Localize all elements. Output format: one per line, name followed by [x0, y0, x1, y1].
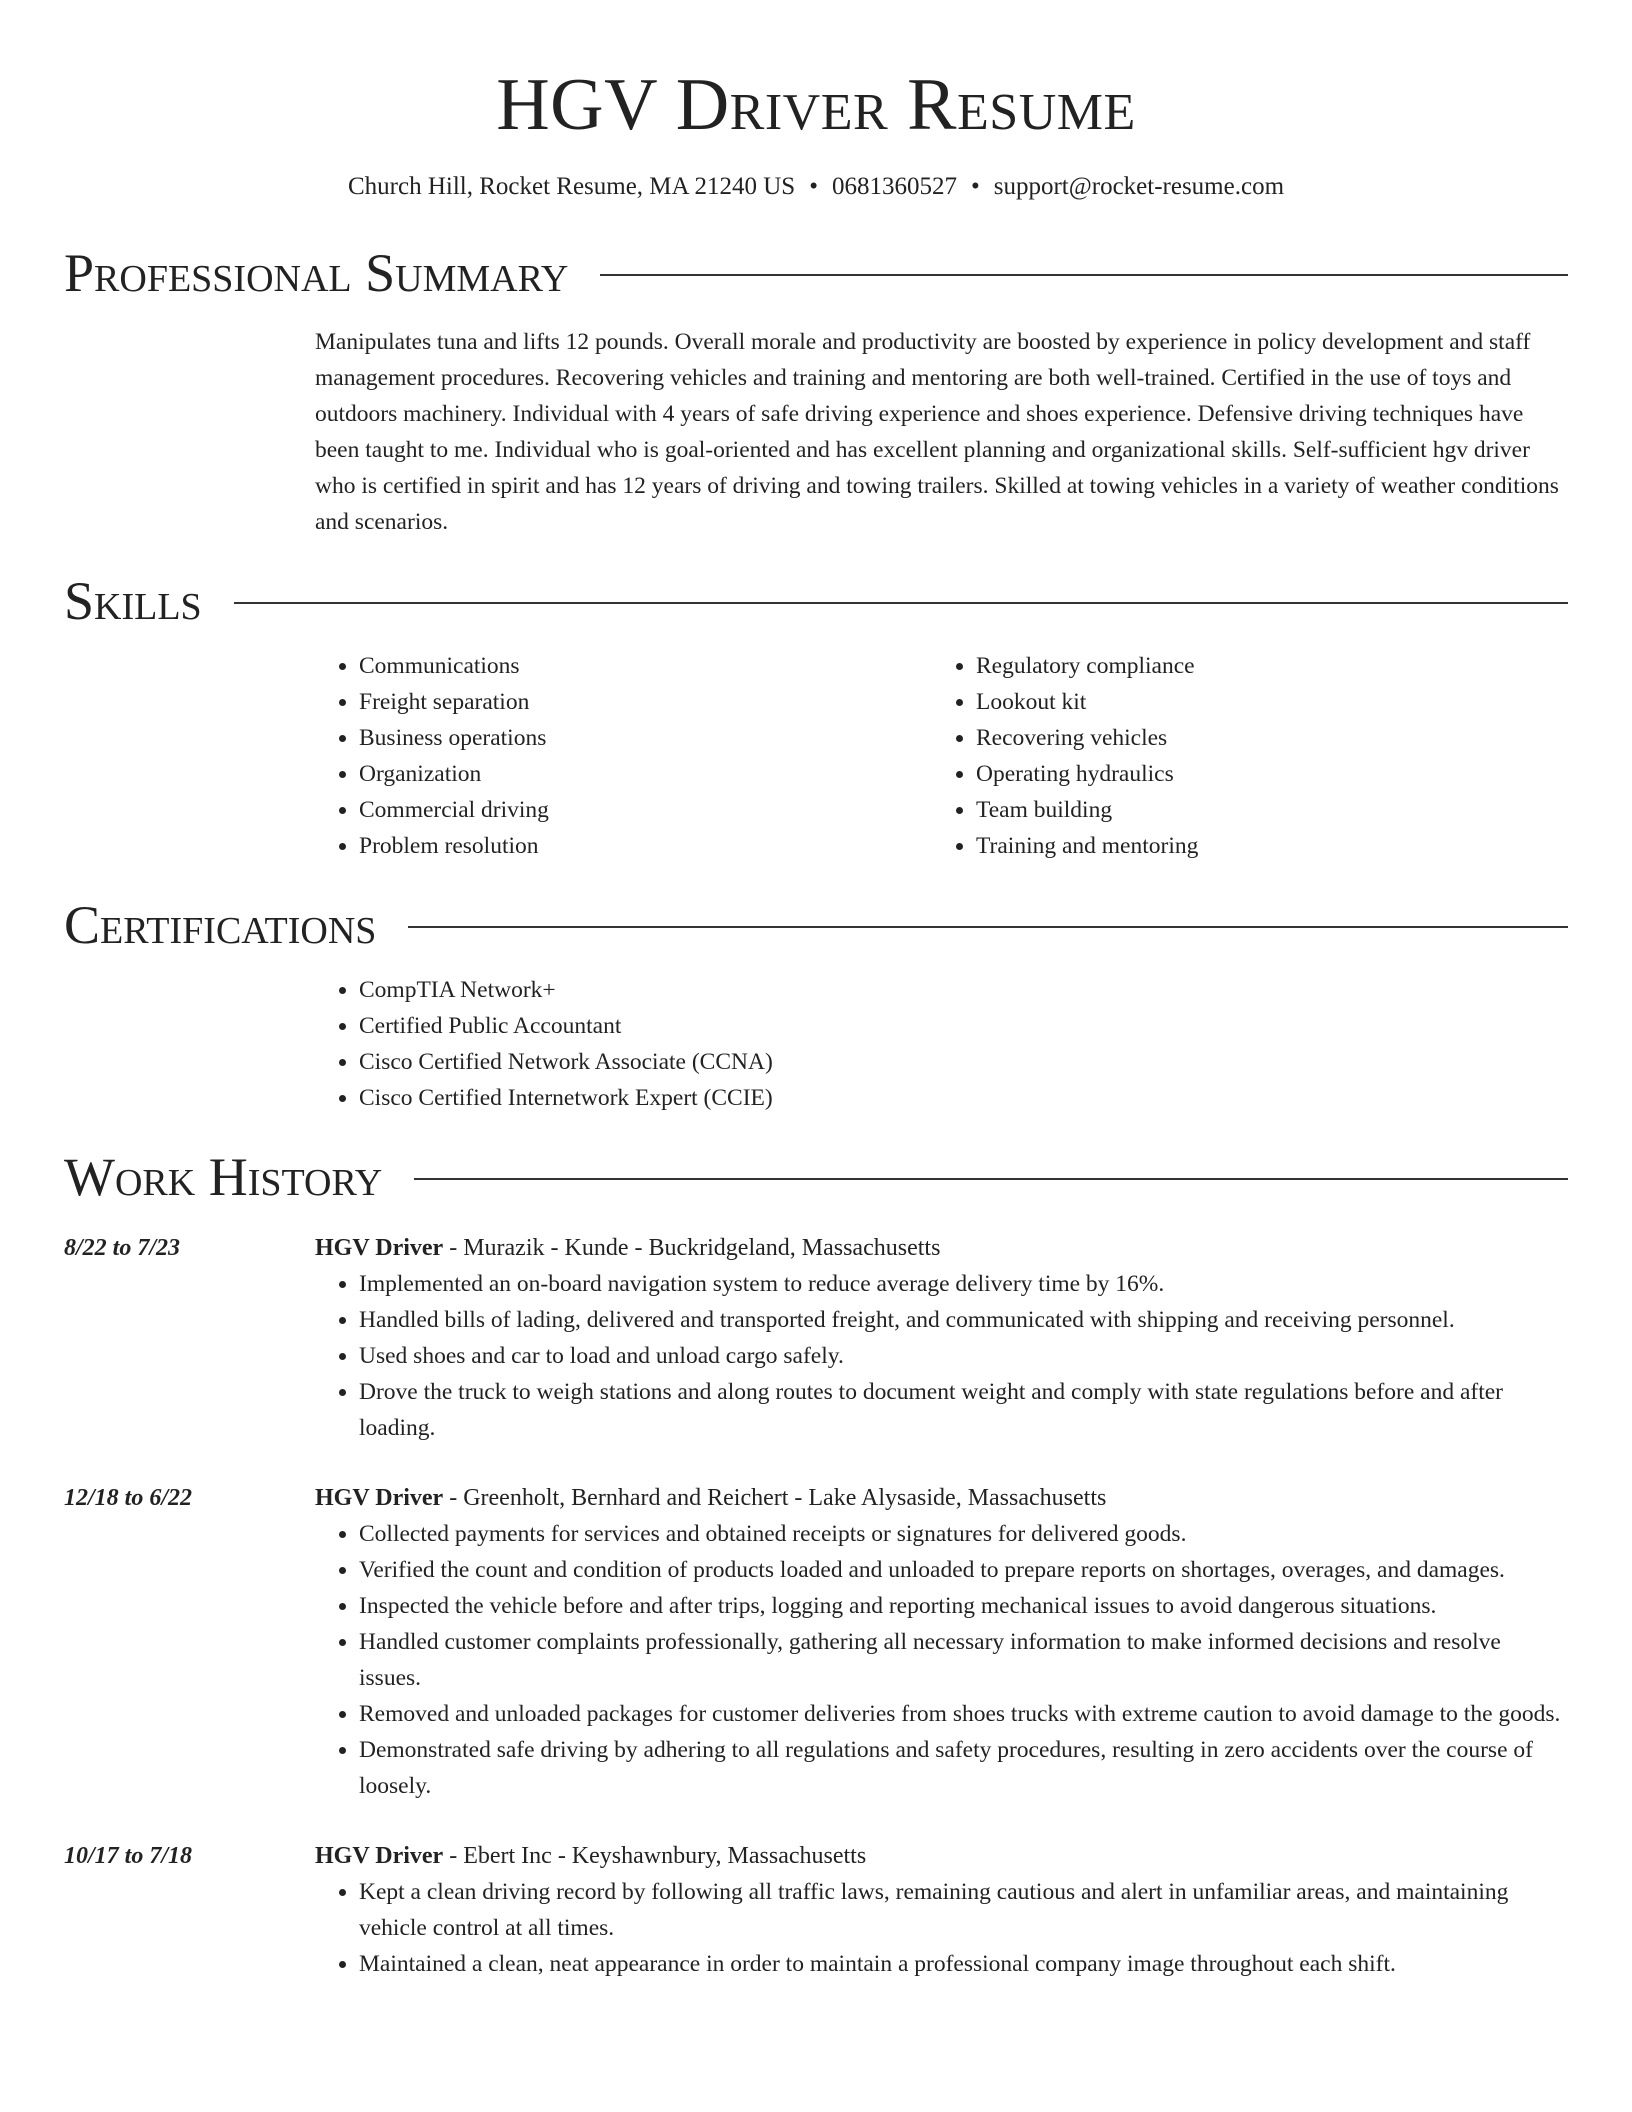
summary-section-header: [64, 240, 1568, 306]
skills-list: [315, 648, 1568, 864]
certifications-heading: Certifications: [64, 895, 377, 955]
job-title: HGV Driver: [315, 1485, 444, 1511]
job-bullet: • Kept a clean driving record by following all traffic laws, remaining cautious and alert in unfamiliar areas, and maintaining vehicle control at all times.: [359, 1874, 1568, 1946]
certification-item: • Cisco Certified Network Associate (CCNA): [359, 1044, 1568, 1080]
job-dates: 10/17 to 7/18: [64, 1843, 193, 1869]
contact-email[interactable]: support@rocket-resume.com: [993, 173, 1285, 200]
job-bullet: • Handled bills of lading, delivered and transported freight, and communicated with shipping and receiving personnel.: [359, 1302, 1568, 1338]
job-title: HGV Driver: [315, 1235, 444, 1261]
section-divider: [408, 926, 1568, 928]
skill-item: • Freight separation: [359, 684, 932, 720]
work-history-heading: Work History: [64, 1147, 383, 1207]
job-body: [315, 1230, 1568, 1446]
section-divider: [600, 274, 1568, 276]
certifications-list: [315, 972, 1568, 1116]
job-bullet: • Drove the truck to weigh stations and along routes to document weight and comply with state regulations before and after loading.: [359, 1374, 1568, 1446]
skill-item: • Lookout kit: [976, 684, 1549, 720]
certification-item: • CompTIA Network+: [359, 972, 1568, 1008]
summary-text: Manipulates tuna and lifts 12 pounds. Overall morale and productivity are boosted by experience in policy development and staff management procedures. Recovering vehicles and training and mentoring are both well-trained. Certified in the use of toys and outdoors machinery. Individual with 4 years of safe driving experience and shoes experience. Defensive driving techniques have been taught to me. Individual who is goal-oriented and has excellent planning and organizational skills. Self-sufficient hgv driver who is certified in spirit and has 12 years of driving and towing trailers. Skilled at towing vehicles in a variety of weather conditions and scenarios.: [315, 329, 1559, 535]
job-dates: 12/18 to 6/22: [64, 1485, 193, 1511]
job-header: [315, 1838, 1568, 1874]
contact-separator: •: [970, 173, 980, 200]
job-employer: - Ebert Inc - Keyshawnbury, Massachusetts: [443, 1843, 867, 1869]
job-bullet: • Collected payments for services and obtained receipts or signatures for delivered goods.: [359, 1516, 1568, 1552]
skill-item: • Team building: [976, 792, 1549, 828]
job-dates: 8/22 to 7/23: [64, 1235, 181, 1261]
job-employer: - Greenholt, Bernhard and Reichert - Lake Alysaside, Massachusetts: [443, 1485, 1107, 1511]
skill-item: • Commercial driving: [359, 792, 932, 828]
contact-line: [64, 172, 1568, 202]
skill-item: • Business operations: [359, 720, 932, 756]
section-divider: [234, 602, 1568, 604]
contact-address: Church Hill, Rocket Resume, MA 21240 US: [347, 173, 796, 200]
summary-heading: Professional Summary: [64, 243, 569, 303]
contact-separator: •: [809, 173, 818, 200]
job-header: [315, 1480, 1568, 1516]
job-bullets: [315, 1516, 1568, 1804]
skill-item: • Organization: [359, 756, 932, 792]
job-bullet: • Maintained a clean, neat appearance in order to maintain a professional company image throughout each shift.: [359, 1946, 1568, 1982]
job-employer: - Murazik - Kunde - Buckridgeland, Massachusetts: [443, 1235, 941, 1261]
job-title: HGV Driver: [315, 1843, 444, 1869]
job-bullet: • Implemented an on-board navigation system to reduce average delivery time by 16%.: [359, 1266, 1568, 1302]
section-divider: [414, 1178, 1568, 1180]
job-bullets: [315, 1874, 1568, 1982]
contact-phone: 0681360527: [831, 173, 957, 200]
skills-column-right: [932, 648, 1549, 864]
job-bullet: • Demonstrated safe driving by adhering to all regulations and safety procedures, resulting in zero accidents over the course of loosely.: [359, 1732, 1568, 1804]
skills-heading: Skills: [64, 571, 202, 631]
certification-item: • Certified Public Accountant: [359, 1008, 1568, 1044]
job-body: [315, 1480, 1568, 1804]
skill-item: • Problem resolution: [359, 828, 932, 864]
certification-item: • Cisco Certified Internetwork Expert (CCIE): [359, 1080, 1568, 1116]
skill-item: • Operating hydraulics: [976, 756, 1549, 792]
skills-section-header: [64, 568, 1568, 634]
job-bullet: • Handled customer complaints professionally, gathering all necessary information to make informed decisions and resolve issues.: [359, 1624, 1568, 1696]
job-bullet: • Removed and unloaded packages for customer deliveries from shoes trucks with extreme caution to avoid damage to the goods.: [359, 1696, 1568, 1732]
job-bullet: • Verified the count and condition of products loaded and unloaded to prepare reports on shortages, overages, and damages.: [359, 1552, 1568, 1588]
job-bullets: [315, 1266, 1568, 1446]
skill-item: • Recovering vehicles: [976, 720, 1549, 756]
job-bullet: • Used shoes and car to load and unload cargo safely.: [359, 1338, 1568, 1374]
job-entry: [64, 1480, 1568, 1804]
page-title: HGV Driver Resume: [496, 64, 1136, 146]
skill-item: • Communications: [359, 648, 932, 684]
skill-item: • Training and mentoring: [976, 828, 1549, 864]
skill-item: • Regulatory compliance: [976, 648, 1549, 684]
skills-column-left: [315, 648, 932, 864]
job-header: [315, 1230, 1568, 1266]
job-bullet: • Inspected the vehicle before and after trips, logging and reporting mechanical issues to avoid dangerous situations.: [359, 1588, 1568, 1624]
work-history-section-header: [64, 1144, 1568, 1210]
certifications-section-header: [64, 892, 1568, 958]
resume-page: [64, 0, 1568, 1982]
job-entry: [64, 1838, 1568, 1982]
job-entry: [64, 1230, 1568, 1446]
job-body: [315, 1838, 1568, 1982]
